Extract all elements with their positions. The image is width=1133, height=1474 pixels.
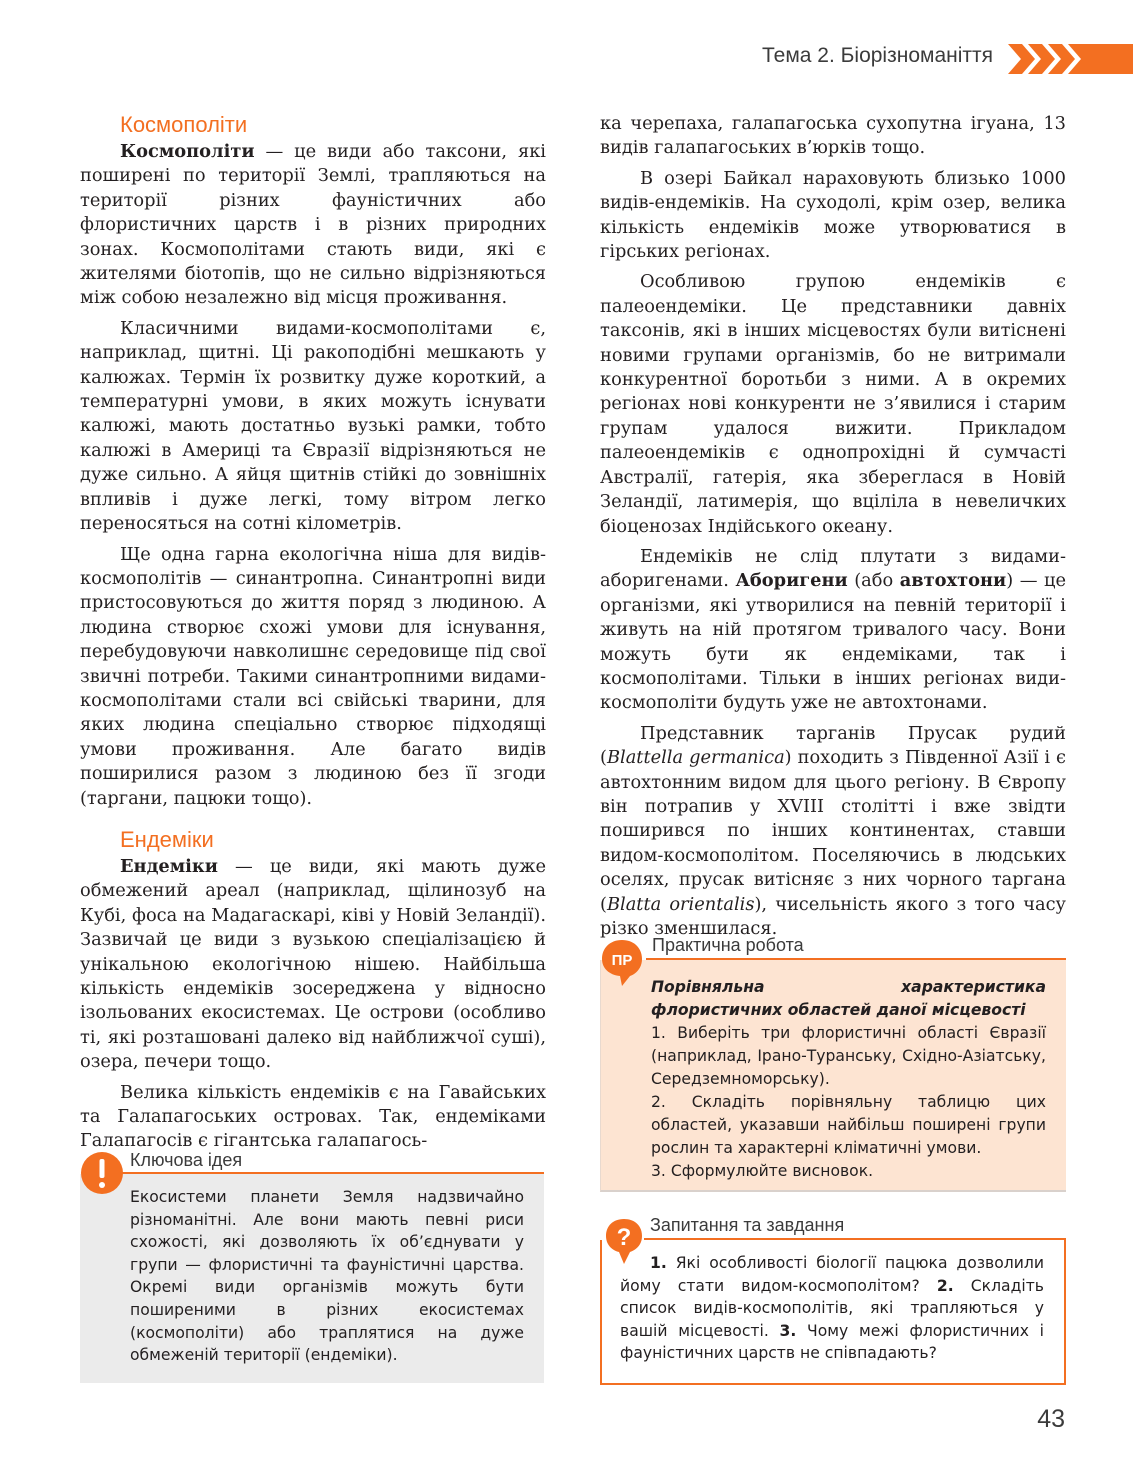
paragraph: ка черепаха, галапагоська сухопутна ігуана, 13 видів галапагоських в’юрків тощо. <box>600 113 1066 159</box>
questions-label: Запитання та завдання <box>650 1215 845 1235</box>
divider <box>646 958 1066 960</box>
paragraph-text: Ендеміків не слід плутати з видами-аборигенами. <box>600 545 1066 592</box>
practical-work-content <box>600 960 1066 1192</box>
latin-name: Blatta orientalis <box>606 893 755 915</box>
section-title-endemics: Ендеміки <box>120 826 214 852</box>
term: Аборигени <box>735 570 848 592</box>
practical-step: 1. Виберіть три флористичні області Євразії (наприклад, Ірано-Туранську, Східно-Азіатську, Середземноморську). <box>651 1024 1046 1088</box>
page-number: 43 <box>1037 1405 1065 1433</box>
key-idea-text: Екосистеми планети Земля надзвичайно різноманітні. Але вони мають певні риси схожості, які дозволяють їх об’єднувати у групи — флористичні та фауністичні царства. Окремі види організмів можуть бути поширеними в різних екосистемах (космополіти) або траплятися на дуже обмеженій території (ендеміки). <box>80 1174 544 1383</box>
paragraph-text: — це види або таксони, які поширені по території Землі, трапляються на території різних фауністичних або флористичних царств і в різних природних зонах. Космополітами стають види, які є жителями біотопів, що не сильно відрізняються між собою незалежно від місця проживання. <box>80 141 546 309</box>
practical-step: 3. Сформулюйте висновок. <box>651 1162 874 1180</box>
paragraph-text: — це види, які мають дуже обмежений ареал (наприклад, щілинозуб на Кубі, фоса на Мадагаскарі, ківі у Новій Зеландії). Зазвичай це види з вузькою спеціалізацією й унікальною екологічною нішею. Найбільша кількість ендеміків зосереджена у відносно ізольованих екосистемах. Це острови (особливо ті, які розташовані далеко від найближчої суші), озера, печери тощо. <box>80 855 546 1073</box>
term: Космополіти <box>120 141 255 162</box>
question-icon <box>604 1217 644 1267</box>
page-header-title: Тема 2. Біорізноманіття <box>762 44 993 67</box>
paragraph <box>80 855 546 1075</box>
questions-box <box>600 1213 1066 1385</box>
paragraph-text: ) — це організми, які утворилися на певній території і живуть на ній протягом тривалого часу. Вони можуть бути як ендеміками, так і космополітами. Тільки в інших регіонах види-космополіти будуть уже не автохтонами. <box>600 570 1066 714</box>
term: Ендеміки <box>120 855 218 877</box>
paragraph-text: ) походить з Південної Азії і є автохтонним видом для цього регіону. В Європу він потрапив у XVIII столітті і вже звідти поширився по інших континентах, ставши видом-космополітом. Поселяючись в людських оселях, прусак витісняє з них чорного таргана ( <box>600 747 1066 915</box>
key-idea-label: Ключова ідея <box>130 1150 243 1170</box>
paragraph: Особливою групою ендеміків є палеоендеміки. Це представники давніх таксонів, які в інших місцевостях були витіснені новими групами організмів, бо не витримали конкурентної боротьби з ними. А в окремих регіонах нові конкуренти не з’явилися і старим групам удалося вижити. Прикладом палеоендеміків є однопрохідні й сумчасті Австралії, гатерія, яка збереглася в Новій Зеландії, латимерія, що вціліла в невеличких біоценозах Індійського океану. <box>600 271 1066 537</box>
left-column <box>80 110 546 1154</box>
right-column <box>600 112 1066 941</box>
practical-work-badge-icon <box>600 938 644 988</box>
paragraph-text: Представник тарганів Прусак рудий ( <box>600 722 1066 769</box>
term: автохтони <box>899 570 1007 592</box>
paragraph: Ще одна гарна екологічна ніша для видів-космополітів — синантропна. Синантропні види пристосовуються до життя поряд з людиною. А людина створює схожі умови для існування, перебудовуючи навколишнє середовище під свої звичні потреби. Такими синантропними видами-космополітами стали всі свійські тварини, для яких людина спеціально створює підходящі умови проживання. Але багато видів поширилися разом з людиною без її згоди (таргани, пацюки тощо). <box>80 543 546 809</box>
question-number: 2. <box>936 1276 954 1295</box>
paragraph: Класичними видами-космополітами є, наприклад, щитні. Ці ракоподібні мешкають у калюжах. Термін їх розвитку дуже короткий, а температурні умови, в яких можуть існувати калюжі, мають достатньо вузькі рамки, тобто калюжі в Америці та Євразії відрізняються не дуже сильно. А яйця щитнів стійкі до зовнішніх впливів і дуже легкі, тому вітром легко переносяться на сотні кілометрів. <box>80 317 546 535</box>
question-text: Які особливості біології пацюка дозволили йому стати видом-космополітом? <box>620 1254 1044 1295</box>
practical-work-box <box>600 934 1066 1192</box>
key-idea-box <box>80 1150 544 1383</box>
paragraph-text: (або <box>847 570 900 592</box>
paragraph: В озері Байкал нараховують близько 1000 видів-ендеміків. На суходолі, крім озер, велика кількість ендеміків може утворюватися в гірських регіонах. <box>600 167 1066 263</box>
practical-work-badge-text: ПР <box>611 952 633 969</box>
practical-step: 2. Складіть порівняльну таблицю цих областей, указавши найбільш поширені групи рослин та характерні кліматичні умови. <box>651 1093 1046 1157</box>
paragraph <box>600 722 1066 942</box>
divider <box>644 1238 1066 1240</box>
question-text: Складіть список видів-космополітів, які трапляються у вашій місцевості. <box>620 1276 1044 1340</box>
paragraph-text: ), чисельність якого з того часу різко зменшилася. <box>600 893 1066 939</box>
practical-work-label: Практична робота <box>652 935 804 955</box>
question-number: 1. <box>650 1254 667 1272</box>
paragraph <box>600 545 1066 716</box>
questions-content <box>600 1240 1066 1385</box>
exclamation-icon <box>80 1150 124 1196</box>
divider <box>120 1172 544 1174</box>
question-number: 3. <box>779 1321 797 1340</box>
paragraph <box>80 140 546 311</box>
practical-work-heading: Порівняльна характеристика флористичних областей даної місцевості <box>651 978 1046 1019</box>
latin-name: Blattella germanica <box>606 747 785 769</box>
paragraph: Велика кількість ендеміків є на Гавайських та Галапагоських островах. Так, ендеміками Галапагосів є гігантська галапагось- <box>80 1081 546 1152</box>
chevron-arrows-icon <box>1008 44 1133 74</box>
question-text: Чому межі флористичних і фауністичних царств не співпадають? <box>620 1321 1045 1363</box>
svg-text:?: ? <box>616 1224 632 1251</box>
section-title-cosmopolitans: Космополіти <box>120 112 248 137</box>
